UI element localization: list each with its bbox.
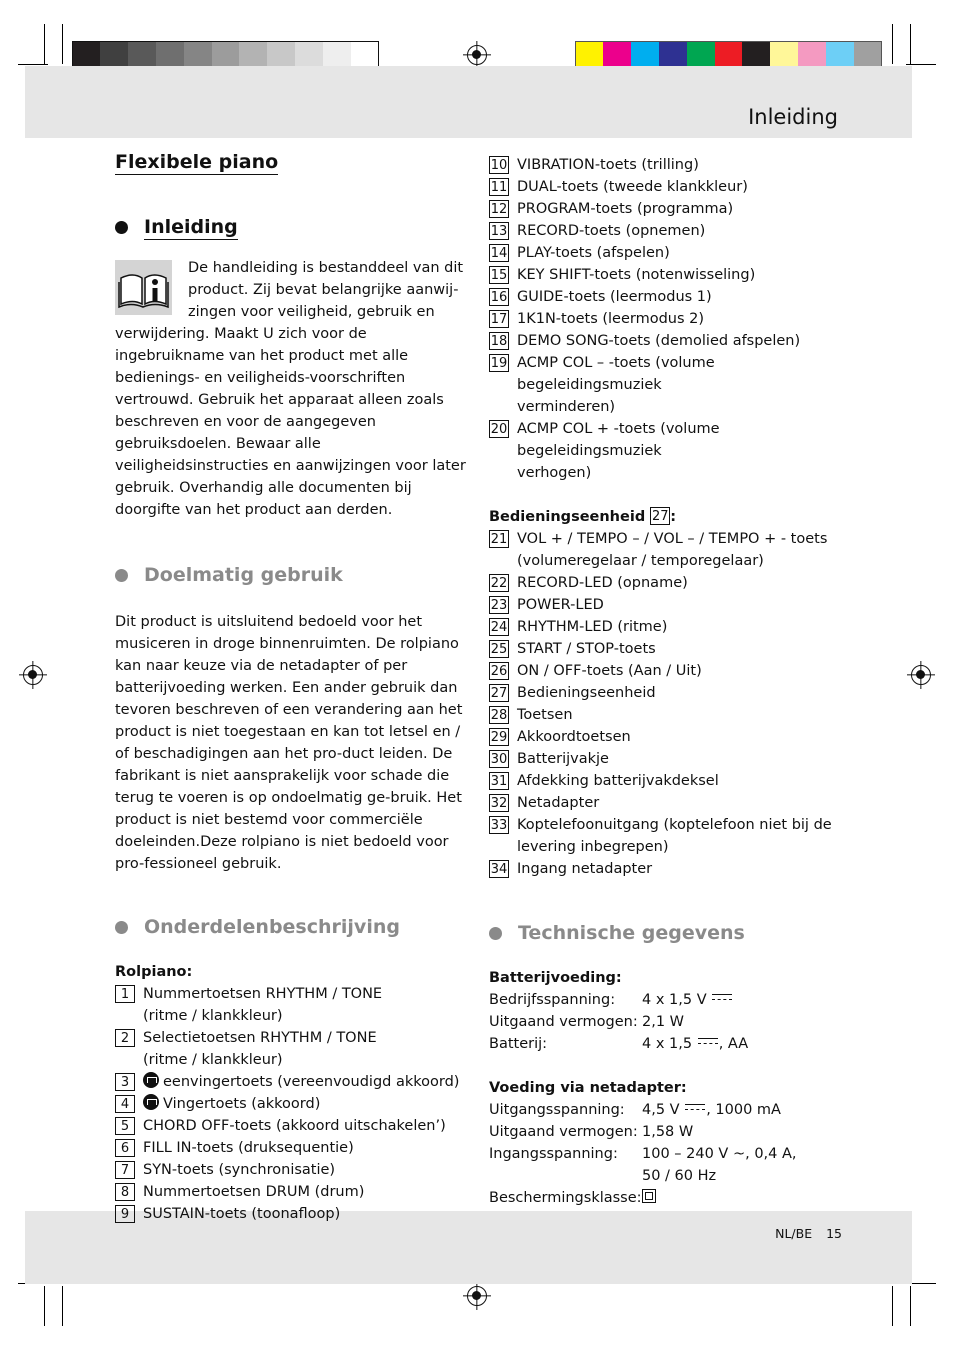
spec-value-line [642, 1033, 748, 1055]
item-number: 19 [490, 356, 508, 371]
list-item [489, 308, 849, 330]
item-line [143, 983, 382, 1005]
spec-value [642, 1187, 656, 1209]
item-text [143, 1071, 459, 1093]
list-item [115, 1181, 467, 1203]
spec-value-text: 1,58 W [642, 1124, 694, 1140]
intro-block [115, 257, 467, 521]
spec-key: Bedrijfsspanning: [489, 992, 616, 1008]
item-text [517, 220, 705, 242]
item-number: 4 [115, 1095, 135, 1113]
left-column [115, 150, 467, 1225]
bullet-icon [115, 221, 128, 234]
item-line-text: POWER-LED [517, 597, 604, 613]
item-line-text: Batterijvakje [517, 751, 609, 767]
item-line [143, 1115, 446, 1137]
item-number: 25 [490, 642, 508, 657]
gray-bar-frame [72, 41, 379, 69]
spec-value [642, 1143, 797, 1187]
list-item [489, 528, 849, 572]
item-number: 29 [490, 730, 508, 745]
item-line-text: Koptelefoonuitgang (koptelefoon niet bij de [517, 817, 832, 833]
item-line [517, 638, 656, 660]
spec-value-text: 4 x 1,5 [642, 1036, 693, 1052]
item-line-text: GUIDE-toets (leermodus 1) [517, 289, 712, 305]
intro-line: product. Zij bevat belangrijke aanwij- [188, 282, 459, 298]
item-line [517, 242, 670, 264]
crop-mark [62, 1286, 63, 1326]
item-number: 13 [490, 224, 508, 239]
spec-row [489, 1011, 849, 1033]
dc-symbol-icon [685, 1104, 705, 1112]
item-line [517, 550, 827, 572]
list-item [115, 983, 467, 1027]
list-item [489, 154, 849, 176]
item-line-text: levering inbegrepen) [517, 839, 669, 855]
spec-key: Uitgaand vermogen: [489, 1124, 638, 1140]
item-line [517, 264, 755, 286]
item-text [517, 352, 849, 418]
item-number: 32 [490, 796, 508, 811]
item-text [517, 528, 827, 572]
registration-mark-icon [911, 665, 931, 685]
item-line-text: 1K1N-toets (leermodus 2) [517, 311, 705, 327]
item-line [517, 352, 849, 396]
item-number: 24 [490, 620, 508, 635]
item-line [517, 726, 631, 748]
item-number: 14 [490, 246, 508, 261]
item-text [517, 704, 573, 726]
parts-list [115, 983, 467, 1225]
item-line-text: eenvingertoets (vereenvoudigd akkoord) [163, 1074, 460, 1090]
item-line [517, 858, 652, 880]
spec-value [642, 989, 733, 1011]
item-line [517, 682, 656, 704]
spec-row [489, 1143, 849, 1187]
registration-mark-icon [467, 1286, 487, 1306]
list-item [489, 572, 849, 594]
item-line-text: Selectietoetsen RHYTHM / TONE [143, 1030, 377, 1046]
item-text [517, 154, 699, 176]
footer-page-label [775, 1226, 842, 1241]
item-line-text: Toetsen [517, 707, 573, 723]
item-text [517, 814, 832, 858]
crop-mark [62, 24, 63, 64]
list-item [489, 616, 849, 638]
item-line-text: ACMP COL – -toets (volume begeleidingsmuziek [517, 355, 715, 393]
item-line-text: (ritme / klankkleur) [143, 1052, 283, 1068]
item-number: 26 [490, 664, 508, 679]
list-item [115, 1115, 467, 1137]
item-text [517, 682, 656, 704]
intro-heading: Inleiding [115, 215, 467, 240]
footer-locale: NL/BE [775, 1226, 813, 1241]
spec-row [489, 1187, 849, 1209]
item-line-text: Nummertoetsen DRUM (drum) [143, 1184, 365, 1200]
item-line-text: CHORD OFF-toets (akkoord uitschakelen’) [143, 1118, 446, 1134]
item-number: 16 [490, 290, 508, 305]
spec-value-text: 4,5 V [642, 1102, 680, 1118]
crop-mark [18, 64, 48, 65]
item-text [517, 748, 609, 770]
control-unit-list [489, 528, 849, 880]
list-item [489, 330, 849, 352]
product-title: Flexibele piano [115, 151, 279, 173]
item-line [517, 704, 573, 726]
item-line-text: VOL + / TEMPO – / VOL – / TEMPO + - toets [517, 531, 828, 547]
spec-value [642, 1011, 684, 1033]
list-item [489, 418, 849, 484]
list-item [489, 770, 849, 792]
item-line-text: RECORD-toets (opnemen) [517, 223, 706, 239]
item-line-text: FILL IN-toets (druksequentie) [143, 1140, 354, 1156]
parts-heading: Onderdelenbeschrijving [115, 915, 467, 939]
item-line [517, 154, 699, 176]
bullet-icon [489, 927, 502, 940]
item-text [517, 858, 652, 880]
item-line-text: DUAL-toets (tweede klankkleur) [517, 179, 748, 195]
item-text [143, 1203, 340, 1225]
item-line-text: Nummertoetsen RHYTHM / TONE [143, 986, 383, 1002]
item-line [517, 308, 704, 330]
list-item [489, 638, 849, 660]
spec-value-line [642, 1099, 781, 1121]
spec-value-line [642, 1143, 797, 1165]
item-line [517, 198, 733, 220]
list-item [489, 242, 849, 264]
spec-row [489, 1099, 849, 1121]
spec-key: Uitgangsspanning: [489, 1102, 625, 1118]
spec-value-text: 4 x 1,5 V [642, 992, 707, 1008]
item-number: 1 [115, 985, 135, 1003]
item-line-text: (ritme / klankkleur) [143, 1008, 283, 1024]
control-unit-label: Bedieningseenheid 27 : [489, 509, 677, 525]
item-line-text: DEMO SONG-toets (demolied afspelen) [517, 333, 801, 349]
process-bar-frame [575, 41, 882, 69]
item-text [517, 198, 733, 220]
crop-mark [892, 24, 893, 64]
spec-value-line [642, 989, 733, 1011]
dc-symbol-icon [698, 1038, 718, 1046]
item-line-text: RHYTHM-LED (ritme) [517, 619, 668, 635]
spec-row [489, 1121, 849, 1143]
crop-mark [892, 1286, 893, 1326]
item-line-text: PLAY-toets (afspelen) [517, 245, 670, 261]
item-line-text: PROGRAM-toets (programma) [517, 201, 734, 217]
protection-class-ii-icon [642, 1189, 656, 1203]
item-line [517, 836, 832, 858]
list-item [489, 682, 849, 704]
item-text [517, 594, 604, 616]
spec-value-text: 100 – 240 V ~, 0,4 A, [642, 1146, 797, 1162]
item-text [517, 264, 755, 286]
item-number: 6 [115, 1139, 135, 1157]
spec-value [642, 1121, 693, 1143]
item-line-text: VIBRATION-toets (trilling) [517, 157, 699, 173]
item-number: 31 [490, 774, 508, 789]
item-line [517, 462, 849, 484]
item-line [517, 220, 705, 242]
item-number: 12 [490, 202, 508, 217]
item-line [517, 748, 609, 770]
spec-value [642, 1099, 781, 1121]
item-text [517, 242, 670, 264]
item-number: 18 [490, 334, 508, 349]
item-line [143, 1027, 377, 1049]
item-number: 15 [490, 268, 508, 283]
item-text [143, 1181, 364, 1203]
item-line [143, 1071, 459, 1093]
list-item [115, 1027, 467, 1071]
parts-list-continued [489, 154, 849, 484]
item-line-text: verminderen) [517, 399, 616, 415]
item-line [143, 1181, 364, 1203]
single-chord-icon [143, 1072, 159, 1088]
item-number: 7 [115, 1161, 135, 1179]
item-line [143, 1159, 335, 1181]
spec-value-text: 2,1 W [642, 1014, 685, 1030]
item-number: 10 [490, 158, 508, 173]
bullet-icon [115, 569, 128, 582]
crop-mark [910, 1286, 911, 1326]
item-number: 5 [115, 1117, 135, 1135]
item-line-text: START / STOP-toets [517, 641, 656, 657]
list-item [489, 198, 849, 220]
item-line-text: Netadapter [517, 795, 600, 811]
item-line [143, 1005, 382, 1027]
item-line [517, 176, 748, 198]
item-text [143, 1093, 320, 1115]
specs-heading: Technische gegevens [489, 921, 849, 945]
item-number: 22 [490, 576, 508, 591]
item-number: 3 [115, 1073, 135, 1091]
battery-label: Batterijvoeding: [489, 970, 622, 986]
item-number: 33 [490, 818, 508, 833]
crop-mark [910, 24, 911, 64]
item-text [517, 770, 719, 792]
item-number: 20 [490, 422, 508, 437]
item-text [517, 176, 748, 198]
item-number: 30 [490, 752, 508, 767]
item-line-text: ACMP COL + -toets (volume begeleidingsmuziek [517, 421, 720, 459]
list-item [489, 858, 849, 880]
list-item [489, 176, 849, 198]
item-line [143, 1049, 377, 1071]
item-text [143, 1159, 335, 1181]
item-number: 11 [490, 180, 508, 195]
item-number: 17 [490, 312, 508, 327]
item-text [517, 308, 704, 330]
item-text [517, 616, 667, 638]
intended-use-text: Dit product is uitsluitend bedoeld voor het musiceren in droge binnenruimten. De rolpiano kan naar keuze via de netadapter of per batterijvoeding werken. Een ander gebruik dan tevoren beschreven of een verandering aan het product is niet toegestaan en kan tot letsel en / of beschadigingen aan het pro-duct leiden. De fabrikant is niet aansprakelijk voor schade die terug te voeren is op ondoelmatig ge-bruik. Het product is niet bestemd voor commerciële doeleinden.Deze rolpiano is niet bedoeld voor pro-fessioneel gebruik. [115, 614, 463, 872]
item-text [517, 660, 702, 682]
item-line [517, 396, 849, 418]
item-number: 27 [490, 686, 508, 701]
item-line [517, 594, 604, 616]
item-text [517, 418, 849, 484]
spec-value-suffix: , AA [718, 1036, 749, 1052]
list-item [489, 594, 849, 616]
list-item [115, 1159, 467, 1181]
item-number: 21 [490, 532, 508, 547]
dc-symbol-icon [712, 994, 732, 1002]
crop-mark [44, 1286, 45, 1326]
item-text [517, 572, 688, 594]
item-line-text: RECORD-LED (opname) [517, 575, 688, 591]
spec-value-line [642, 1187, 656, 1209]
item-text [143, 983, 382, 1027]
list-item [489, 264, 849, 286]
item-line-text: SYN-toets (synchronisatie) [143, 1162, 336, 1178]
spec-value-line: 50 / 60 Hz [642, 1168, 717, 1184]
item-line [517, 418, 849, 462]
item-line [517, 286, 712, 308]
item-text [517, 726, 631, 748]
adapter-label: Voeding via netadapter: [489, 1080, 687, 1096]
item-number: 8 [115, 1183, 135, 1201]
registration-mark-icon [23, 665, 43, 685]
list-item [489, 726, 849, 748]
item-number: 23 [490, 598, 508, 613]
fingered-chord-icon [143, 1094, 159, 1110]
list-item [489, 660, 849, 682]
item-line [517, 792, 599, 814]
battery-spec-table [489, 989, 849, 1055]
item-text [517, 330, 800, 352]
item-line [517, 814, 832, 836]
item-line-text: Afdekking batterijvakdeksel [517, 773, 719, 789]
list-item [489, 748, 849, 770]
item-line [143, 1203, 340, 1225]
footer-page-number: 15 [826, 1226, 842, 1241]
spec-key: Beschermingsklasse: [489, 1190, 642, 1206]
spec-value-line [642, 1011, 684, 1033]
item-number: 2 [115, 1029, 135, 1047]
list-item [489, 286, 849, 308]
item-line-text: Vingertoets (akkoord) [163, 1096, 321, 1112]
item-text [517, 792, 599, 814]
item-line-text: Akkoordtoetsen [517, 729, 631, 745]
spec-key: Ingangsspanning: [489, 1146, 618, 1162]
list-item [489, 352, 849, 418]
item-line [143, 1093, 320, 1115]
item-line-text: ON / OFF-toets (Aan / Uit) [517, 663, 702, 679]
item-line [517, 330, 800, 352]
item-number: 9 [115, 1205, 135, 1223]
item-number: 28 [490, 708, 508, 723]
list-item [115, 1093, 467, 1115]
list-item [115, 1137, 467, 1159]
spec-value [642, 1033, 748, 1055]
list-item [489, 792, 849, 814]
item-text [143, 1027, 377, 1071]
item-line-text: Bedieningseenheid [517, 685, 656, 701]
item-line-text: (volumeregelaar / temporegelaar) [517, 553, 764, 569]
item-text [517, 286, 712, 308]
item-line-text: SUSTAIN-toets (toonafloop) [143, 1206, 341, 1222]
bullet-icon [115, 921, 128, 934]
item-text [143, 1137, 354, 1159]
intended-use-heading: Doelmatig gebruik [115, 563, 467, 587]
list-item [489, 704, 849, 726]
spec-value-suffix: , 1000 mA [706, 1102, 781, 1118]
intro-line: De handleiding is bestanddeel van dit [188, 260, 464, 276]
list-item [115, 1203, 467, 1225]
intro-text: verwijdering. Maakt U zich voor de ingebruikname van het product met alle bedienings- en veiligheids-voorschriften vertrouwd. Gebruik het apparaat alleen zoals beschreven en voor de aangegeven gebruiksdoelen. Bewaar alle veiligheidsinstructies en aanwijzingen voor later gebruik. Overhandig alle documenten bij doorgifte van het product aan derden. [115, 326, 466, 518]
item-line [517, 660, 702, 682]
crop-mark [44, 24, 45, 64]
list-item [115, 1071, 467, 1093]
item-line-text: verhogen) [517, 465, 592, 481]
item-line [143, 1137, 354, 1159]
item-line [517, 770, 719, 792]
intro-line: zingen voor veiligheid, gebruik en [188, 304, 435, 320]
ref-number: 27 [651, 509, 669, 524]
item-line-text: KEY SHIFT-toets (notenwisseling) [517, 267, 756, 283]
spec-value-line [642, 1121, 693, 1143]
crop-mark [906, 64, 936, 65]
item-text [143, 1115, 446, 1137]
right-column [489, 154, 849, 1209]
spec-row [489, 989, 849, 1011]
spec-key: Batterij: [489, 1036, 548, 1052]
list-item [489, 220, 849, 242]
spec-key: Uitgaand vermogen: [489, 1014, 638, 1030]
item-line [517, 616, 667, 638]
item-line [517, 528, 827, 550]
spec-row [489, 1033, 849, 1055]
registration-mark-icon [467, 45, 487, 65]
item-line-text: Ingang netadapter [517, 861, 653, 877]
item-line [517, 572, 688, 594]
item-text [517, 638, 656, 660]
parts-group-label: Rolpiano: [115, 964, 193, 980]
item-number: 34 [490, 862, 508, 877]
list-item [489, 814, 849, 858]
header-title: Inleiding [748, 105, 838, 129]
adapter-spec-table [489, 1099, 849, 1209]
manual-info-icon [115, 260, 172, 315]
